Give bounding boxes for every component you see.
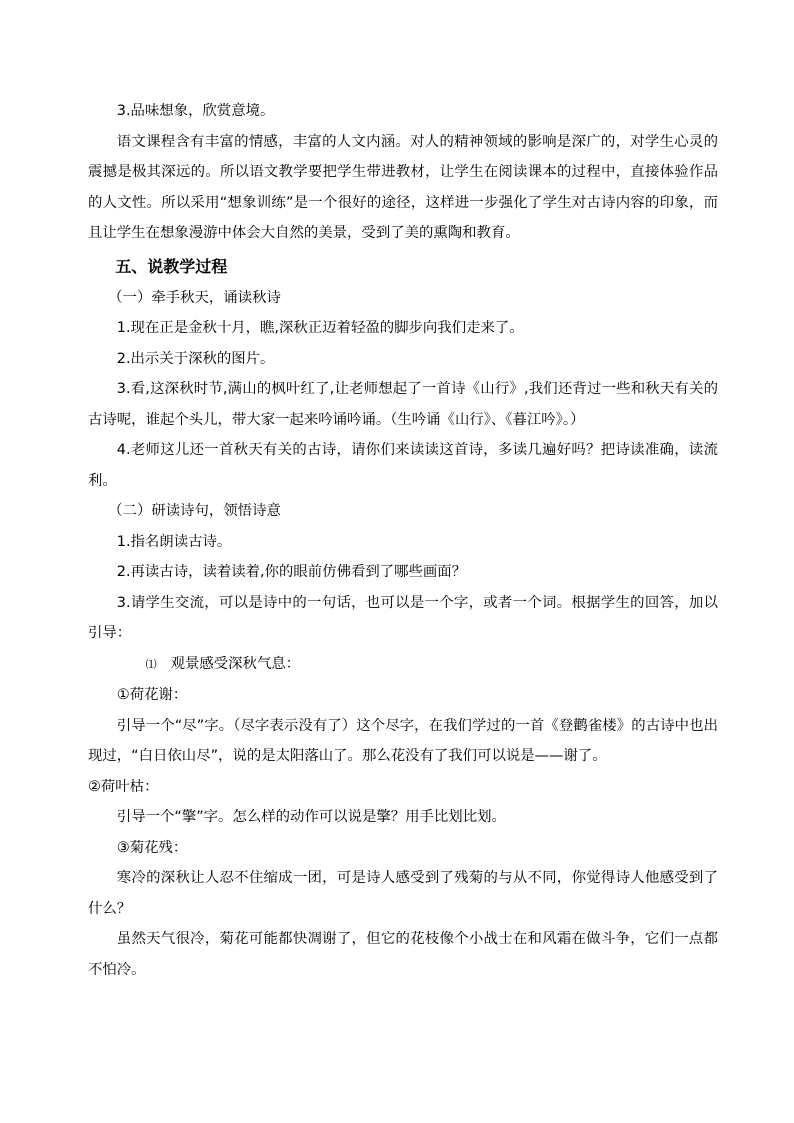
step-2-1: 1.指名朗读古诗。 — [116, 533, 232, 550]
circled-item-3-text: 寒冷的深秋让人忍不住缩成一团，可是诗人感受到了残菊的与从不同，你觉得诗人他感受到了什么？ — [88, 870, 718, 917]
circled-item-2-title: ②荷叶枯： — [88, 778, 159, 795]
subheading-1: （一）牵手秋天，诵读秋诗 — [108, 289, 281, 306]
step-2-2: 2.再读古诗，读着读着,你的眼前仿佛看到了哪些画面？ — [116, 564, 467, 580]
circled-item-3-text-2: 虽然天气很冷，菊花可能都快凋谢了，但它的花枝像个小战士在和风霜在做斗争，它们一点都不怕冷。 — [88, 931, 718, 978]
document-body — [88, 96, 718, 985]
list-marker: ⑴ — [145, 657, 157, 671]
circled-item-1-text: 引导一个“尽”字。（尽字表示没有了）这个尽字，在我们学过的一首《登鹳雀楼》的古诗中也出现过，“白日依山尽”，说的是太阳落山了。那么花没有了我们可以说是——谢了。 — [88, 717, 718, 764]
circled-item-2-text: 引导一个“擎”字。怎么样的动作可以说是擎？用手比划比划。 — [116, 809, 506, 825]
paragraph-item-3: 3.品味想象，欣赏意境。 — [116, 103, 275, 119]
step-1-4: 4.老师这儿还一首秋天有关的古诗，请你们来读读这首诗，多读几遍好吗？把诗读准确，读流利。 — [88, 442, 718, 489]
circled-item-1-title: ①荷花谢： — [116, 687, 188, 703]
step-1-2: 2.出示关于深秋的图片。 — [116, 350, 275, 367]
list-item-1 — [88, 649, 718, 681]
circled-item-3-title: ③菊花残： — [116, 839, 188, 856]
step-1-1: 1.现在正是金秋十月，瞧,深秋正迈着轻盈的脚步向我们走来了。 — [116, 320, 524, 336]
subheading-2: （二）研读诗句，领悟诗意 — [108, 503, 281, 519]
section-heading-5: 五、说教学过程 — [115, 256, 228, 276]
list-item-text: 观景感受深秋气息： — [170, 655, 301, 672]
step-1-3: 3.看,这深秋时节,满山的枫叶红了,让老师想起了一首诗《山行》,我们还背过一些和秋天有关的古诗呢，谁起个头儿，带大家一起来吟诵吟诵。（生吟诵《山行》、《暮江吟》。） — [88, 381, 718, 428]
step-2-3: 3.请学生交流，可以是诗中的一句话，也可以是一个字，或者一个词。根据学生的回答，加以引导： — [88, 594, 718, 641]
paragraph-humanistic: 语文课程含有丰富的情感，丰富的人文内涵。对人的精神领域的影响是深广的，对学生心灵的震撼是极其深远的。所以语文教学要把学生带进教材，让学生在阅读课本的过程中，直接体验作品的人文性。所以采用“想象训练”是一个很好的途径，这样进一步强化了学生对古诗内容的印象，而且让学生在想象漫游中体会大自然的美景，受到了美的熏陶和教育。 — [88, 133, 718, 241]
